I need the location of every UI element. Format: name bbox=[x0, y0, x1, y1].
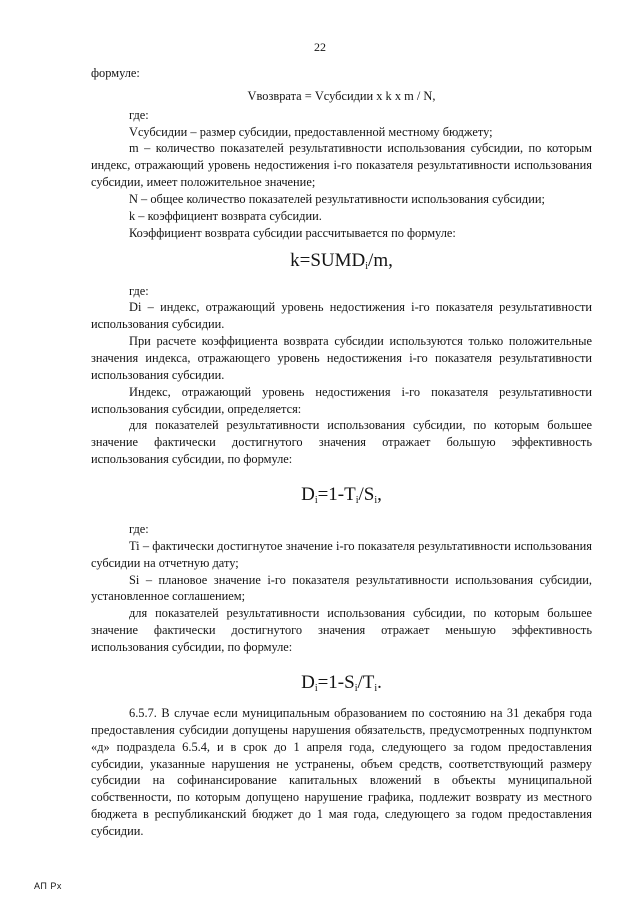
intro-line: формуле: bbox=[91, 66, 140, 80]
document-body bbox=[91, 65, 592, 840]
definition-si: Si – плановое значение i-го показателя результативности использования субсидии, установленное соглашением; bbox=[91, 572, 592, 604]
paragraph-raschet: При расчете коэффициента возврата субсидии используются только положительные значения индекса, отражающего уровень недостижения i-го показателя результативности использования субсидии. bbox=[91, 334, 592, 382]
formula-di-ratio-st: $D_i=1-S_i/T_i$. bbox=[301, 671, 382, 694]
gde-label: где: bbox=[129, 107, 149, 122]
definition-k: k – коэффициент возврата субсидии. bbox=[129, 208, 322, 223]
footer-mark: АП Рх bbox=[34, 881, 62, 891]
definition-ti: Ti – фактически достигнутое значение i-го показателя результативности использования субсидии на отчетную дату; bbox=[91, 538, 592, 570]
paragraph-6-5-7: 6.5.7. В случае если муниципальным образованием по состоянию на 31 декабря года предоставления субсидии допущены нарушения обязательств, предусмотренных подпунктом «д» подраздела 6.5.4, и в срок до 1 апреля года, следующего за годом предоставления субсидии, указанные нарушения не устранены, объем средств, соответствующий размеру субсидии на софинансирование капитальных вложений в объекты муниципальной собственности, по которым допущено нарушение графика, подлежит возврату из местного бюджета в республиканский бюджет до 1 мая года, следующего за годом предоставления субсидии. bbox=[91, 705, 592, 838]
definition-di: Di – индекс, отражающий уровень недостижения i-го показателя результативности использования субсидии. bbox=[91, 300, 592, 332]
gde-label: где: bbox=[129, 283, 149, 298]
definition-n: N – общее количество показателей результативности использования субсидии; bbox=[129, 192, 545, 207]
formula-di-ratio-ts: $D_i=1-T_i/S_i$, bbox=[301, 484, 382, 507]
paragraph-bolshuyu: для показателей результативности использования субсидии, по которым большее значение фактически достигнутого значения отражает большую эффективность использования субсидии, по формуле: bbox=[91, 418, 592, 467]
gde-label: где: bbox=[129, 522, 149, 537]
paragraph-menshuyu: для показателей результативности использования субсидии, по которым большее значение фактически достигнутого значения отражает меньшую эффективность использования субсидии, по формуле: bbox=[91, 606, 592, 655]
definition-m: m – количество показателей результативности использования субсидии, по которым индекс, отражающий уровень недостижения i-го показателя результативности использования субсидии, имеет положительное значение; bbox=[91, 141, 592, 190]
formula-k: $k=SUMD_i/m$, bbox=[290, 249, 393, 272]
coefficient-intro: Коэффициент возврата субсидии рассчитывается по формуле: bbox=[129, 225, 456, 240]
page-number: 22 bbox=[314, 40, 326, 54]
formula-vozvrata: Vвозврата = Vсубсидии x k x m / N, bbox=[247, 88, 436, 103]
definition-v: Vсубсидии – размер субсидии, предоставленной местному бюджету; bbox=[129, 124, 493, 139]
paragraph-index: Индекс, отражающий уровень недостижения i-го показателя результативности использования субсидии, определяется: bbox=[91, 384, 592, 416]
